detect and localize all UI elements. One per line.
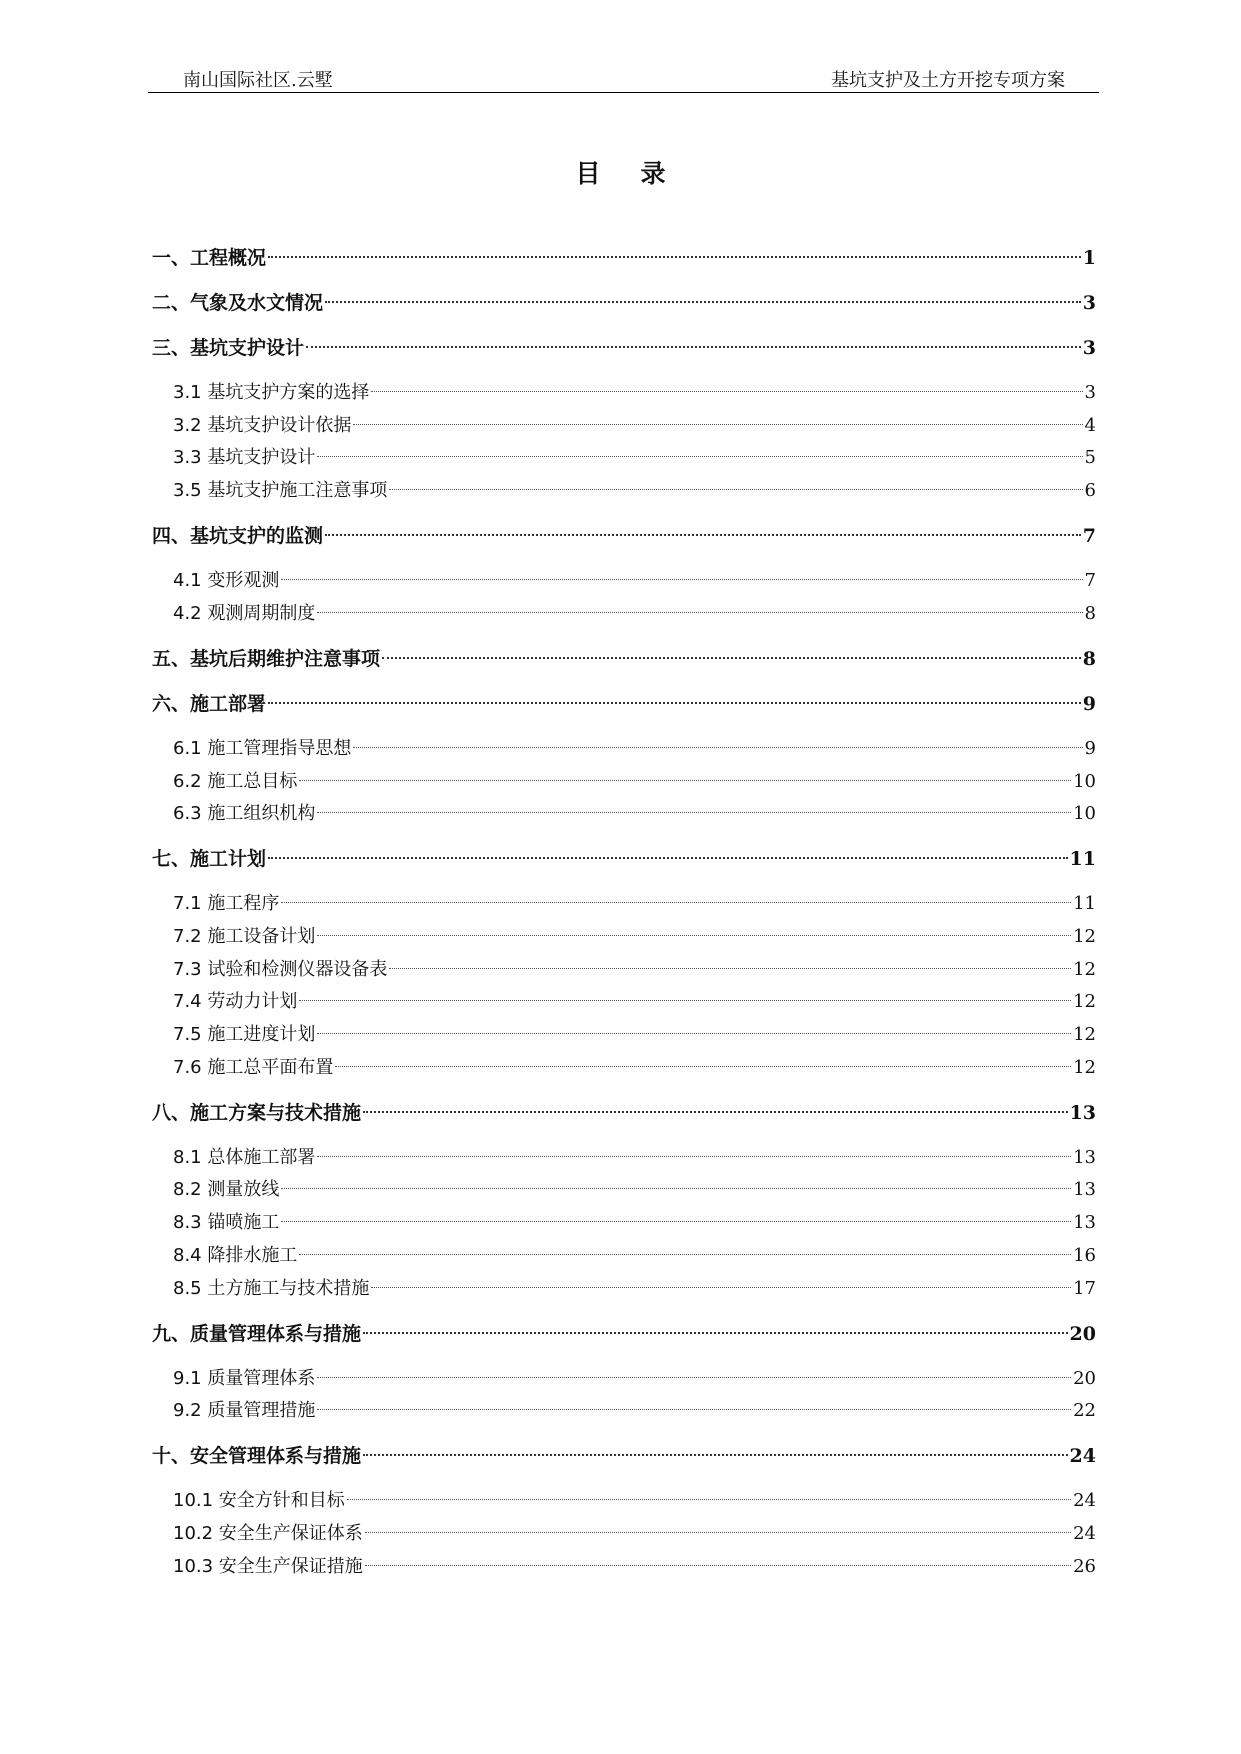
toc-entry-label: 3.5 基坑支护施工注意事项 — [173, 480, 388, 502]
toc-entry-page-number: 13 — [1073, 1179, 1096, 1201]
toc-entry-page-number: 10 — [1073, 770, 1096, 792]
toc-entry-page-number: 9 — [1082, 692, 1096, 715]
toc-dot-leader — [299, 1254, 1071, 1255]
toc-entry-page-number: 11 — [1073, 893, 1096, 915]
toc-entry-label: 9.2 质量管理措施 — [173, 1400, 316, 1422]
toc-dot-leader — [347, 1499, 1071, 1500]
toc-entry-label: 6.3 施工组织机构 — [173, 803, 316, 825]
toc-dot-leader — [281, 579, 1082, 580]
toc-entry-label: 7.6 施工总平面布置 — [173, 1056, 334, 1078]
toc-entry-page-number: 1 — [1082, 247, 1096, 269]
toc-entry-label: 六、施工部署 — [152, 692, 267, 715]
toc-dot-leader — [306, 346, 1081, 348]
toc-entry-label: 3.3 基坑支护设计 — [173, 447, 316, 469]
toc-entry-label: 三、基坑支护设计 — [152, 337, 305, 359]
toc-entry-label: 7.5 施工进度计划 — [173, 1024, 316, 1045]
toc-section-entry[interactable] — [173, 1208, 1096, 1238]
toc-section-entry[interactable] — [173, 1143, 1096, 1173]
toc-entry-label: 8.3 锚喷施工 — [173, 1212, 280, 1234]
toc-section-entry[interactable] — [173, 599, 1096, 629]
toc-entry-page-number: 8 — [1084, 602, 1096, 624]
toc-dot-leader — [389, 489, 1082, 490]
toc-dot-leader — [325, 534, 1081, 536]
toc-chapter-entry[interactable] — [152, 1319, 1096, 1349]
toc-dot-leader — [268, 256, 1081, 258]
toc-section-entry[interactable] — [173, 799, 1096, 829]
toc-dot-leader — [317, 1409, 1071, 1410]
toc-section-entry[interactable] — [173, 1175, 1096, 1205]
toc-entry-page-number: 5 — [1084, 447, 1096, 469]
toc-dot-leader — [335, 1066, 1071, 1067]
toc-entry-page-number: 9 — [1084, 737, 1096, 759]
toc-entry-label: 八、施工方案与技术措施 — [152, 1101, 362, 1124]
toc-entry-page-number: 12 — [1073, 958, 1096, 980]
toc-section-entry[interactable] — [173, 1274, 1096, 1304]
toc-entry-label: 6.1 施工管理指导思想 — [173, 737, 352, 759]
toc-entry-label: 10.1 安全方针和目标 — [173, 1490, 345, 1512]
toc-entry-label: 7.2 施工设备计划 — [173, 925, 316, 947]
toc-entry-page-number: 22 — [1073, 1400, 1096, 1422]
toc-entry-page-number: 20 — [1073, 1367, 1096, 1389]
toc-section-entry[interactable] — [173, 987, 1096, 1017]
toc-section-entry[interactable] — [173, 1486, 1096, 1516]
toc-chapter-entry[interactable] — [152, 689, 1096, 719]
toc-entry-page-number: 12 — [1073, 925, 1096, 947]
toc-entry-label: 7.4 劳动力计划 — [173, 991, 298, 1013]
toc-section-entry[interactable] — [173, 734, 1096, 764]
toc-dot-leader — [365, 1565, 1071, 1566]
toc-entry-label: 四、基坑支护的监测 — [152, 525, 324, 548]
toc-dot-leader — [389, 968, 1071, 969]
toc-section-entry[interactable] — [173, 1053, 1096, 1083]
toc-entry-page-number: 3 — [1082, 337, 1096, 359]
toc-section-entry[interactable] — [173, 1519, 1096, 1549]
toc-entry-page-number: 24 — [1073, 1522, 1096, 1544]
toc-entry-page-number: 13 — [1073, 1146, 1096, 1168]
toc-section-entry[interactable] — [173, 443, 1096, 473]
toc-dot-leader — [317, 456, 1082, 457]
toc-entry-label: 8.5 土方施工与技术措施 — [173, 1277, 370, 1299]
toc-entry-label: 一、工程概况 — [152, 247, 267, 269]
toc-entry-page-number: 12 — [1073, 991, 1096, 1013]
toc-dot-leader — [317, 1033, 1071, 1034]
toc-entry-page-number: 17 — [1073, 1277, 1096, 1299]
toc-dot-leader — [363, 1454, 1068, 1456]
toc-dot-leader — [382, 657, 1081, 659]
toc-section-entry[interactable] — [173, 955, 1096, 985]
toc-dot-leader — [317, 935, 1071, 936]
toc-entry-page-number: 3 — [1084, 382, 1096, 403]
toc-section-entry[interactable] — [173, 922, 1096, 952]
toc-section-entry[interactable] — [173, 411, 1096, 441]
toc-chapter-entry[interactable] — [152, 243, 1096, 273]
toc-section-entry[interactable] — [173, 1241, 1096, 1271]
toc-entry-label: 10.2 安全生产保证体系 — [173, 1522, 363, 1544]
toc-dot-leader — [363, 1111, 1068, 1113]
toc-entry-page-number: 16 — [1073, 1244, 1096, 1266]
toc-entry-label: 8.4 降排水施工 — [173, 1244, 298, 1266]
toc-dot-leader — [281, 902, 1071, 903]
toc-chapter-entry[interactable] — [152, 844, 1096, 874]
toc-entry-label: 9.1 质量管理体系 — [173, 1367, 316, 1389]
toc-dot-leader — [281, 1188, 1071, 1189]
toc-section-entry[interactable] — [173, 378, 1096, 408]
toc-entry-label: 3.1 基坑支护方案的选择 — [173, 382, 370, 403]
toc-dot-leader — [281, 1221, 1071, 1222]
toc-dot-leader — [317, 1377, 1071, 1378]
toc-dot-leader — [353, 424, 1082, 425]
toc-chapter-entry[interactable] — [152, 521, 1096, 551]
header-document-title: 基坑支护及土方开挖专项方案 — [831, 70, 1065, 91]
toc-entry-label: 7.1 施工程序 — [173, 893, 280, 915]
toc-entry-page-number: 26 — [1073, 1555, 1096, 1577]
toc-dot-leader — [299, 1000, 1071, 1001]
toc-section-entry[interactable] — [173, 1364, 1096, 1394]
toc-section-entry[interactable] — [173, 476, 1096, 506]
toc-entry-page-number: 8 — [1082, 647, 1096, 670]
toc-dot-leader — [317, 1156, 1071, 1157]
toc-chapter-entry[interactable] — [152, 644, 1096, 674]
toc-entry-page-number: 7 — [1082, 525, 1096, 548]
toc-entry-label: 七、施工计划 — [152, 848, 267, 871]
toc-chapter-entry[interactable] — [152, 1441, 1096, 1471]
toc-entry-label: 五、基坑后期维护注意事项 — [152, 647, 381, 670]
toc-chapter-entry[interactable] — [152, 333, 1096, 363]
toc-entry-label: 3.2 基坑支护设计依据 — [173, 414, 352, 436]
toc-dot-leader — [325, 301, 1081, 303]
toc-entry-page-number: 6 — [1084, 480, 1096, 502]
toc-section-entry[interactable] — [173, 767, 1096, 797]
toc-section-entry[interactable] — [173, 1396, 1096, 1426]
toc-entry-label: 二、气象及水文情况 — [152, 292, 324, 314]
toc-dot-leader — [371, 1287, 1071, 1288]
toc-dot-leader — [365, 1532, 1071, 1533]
toc-entry-page-number: 20 — [1069, 1322, 1096, 1345]
toc-dot-leader — [371, 391, 1082, 392]
toc-dot-leader — [353, 747, 1082, 748]
toc-dot-leader — [317, 612, 1082, 613]
toc-entry-label: 8.1 总体施工部署 — [173, 1146, 316, 1168]
toc-entry-page-number: 13 — [1069, 1101, 1096, 1124]
toc-entry-page-number: 10 — [1073, 803, 1096, 825]
toc-entry-label: 4.2 观测周期制度 — [173, 602, 316, 624]
toc-section-entry[interactable] — [173, 889, 1096, 919]
toc-entry-page-number: 12 — [1073, 1024, 1096, 1045]
toc-entry-label: 7.3 试验和检测仪器设备表 — [173, 958, 388, 980]
toc-dot-leader — [268, 702, 1081, 704]
toc-title: 目录 — [575, 159, 706, 188]
toc-dot-leader — [317, 812, 1071, 813]
toc-section-entry[interactable] — [173, 566, 1096, 596]
toc-entry-page-number: 3 — [1082, 292, 1096, 314]
toc-entry-label: 6.2 施工总目标 — [173, 770, 298, 792]
toc-entry-label: 十、安全管理体系与措施 — [152, 1445, 362, 1468]
toc-dot-leader — [268, 857, 1068, 859]
toc-entry-page-number: 24 — [1069, 1445, 1096, 1468]
toc-entry-page-number: 13 — [1073, 1212, 1096, 1234]
toc-entry-page-number: 11 — [1069, 848, 1096, 871]
toc-chapter-entry[interactable] — [152, 288, 1096, 318]
toc-entry-label: 10.3 安全生产保证措施 — [173, 1555, 363, 1577]
toc-entry-label: 4.1 变形观测 — [173, 570, 280, 592]
toc-dot-leader — [299, 780, 1071, 781]
toc-dot-leader — [363, 1332, 1068, 1334]
header-project-name: 南山国际社区.云墅 — [183, 70, 333, 91]
toc-entry-page-number: 4 — [1084, 414, 1096, 436]
toc-entry-page-number: 12 — [1073, 1056, 1096, 1078]
toc-entry-label: 九、质量管理体系与措施 — [152, 1322, 362, 1345]
toc-chapter-entry[interactable] — [152, 1098, 1096, 1128]
toc-entry-page-number: 7 — [1084, 570, 1096, 592]
toc-section-entry[interactable] — [173, 1020, 1096, 1050]
toc-section-entry[interactable] — [173, 1552, 1096, 1582]
toc-entry-page-number: 24 — [1073, 1490, 1096, 1512]
toc-entry-label: 8.2 测量放线 — [173, 1179, 280, 1201]
